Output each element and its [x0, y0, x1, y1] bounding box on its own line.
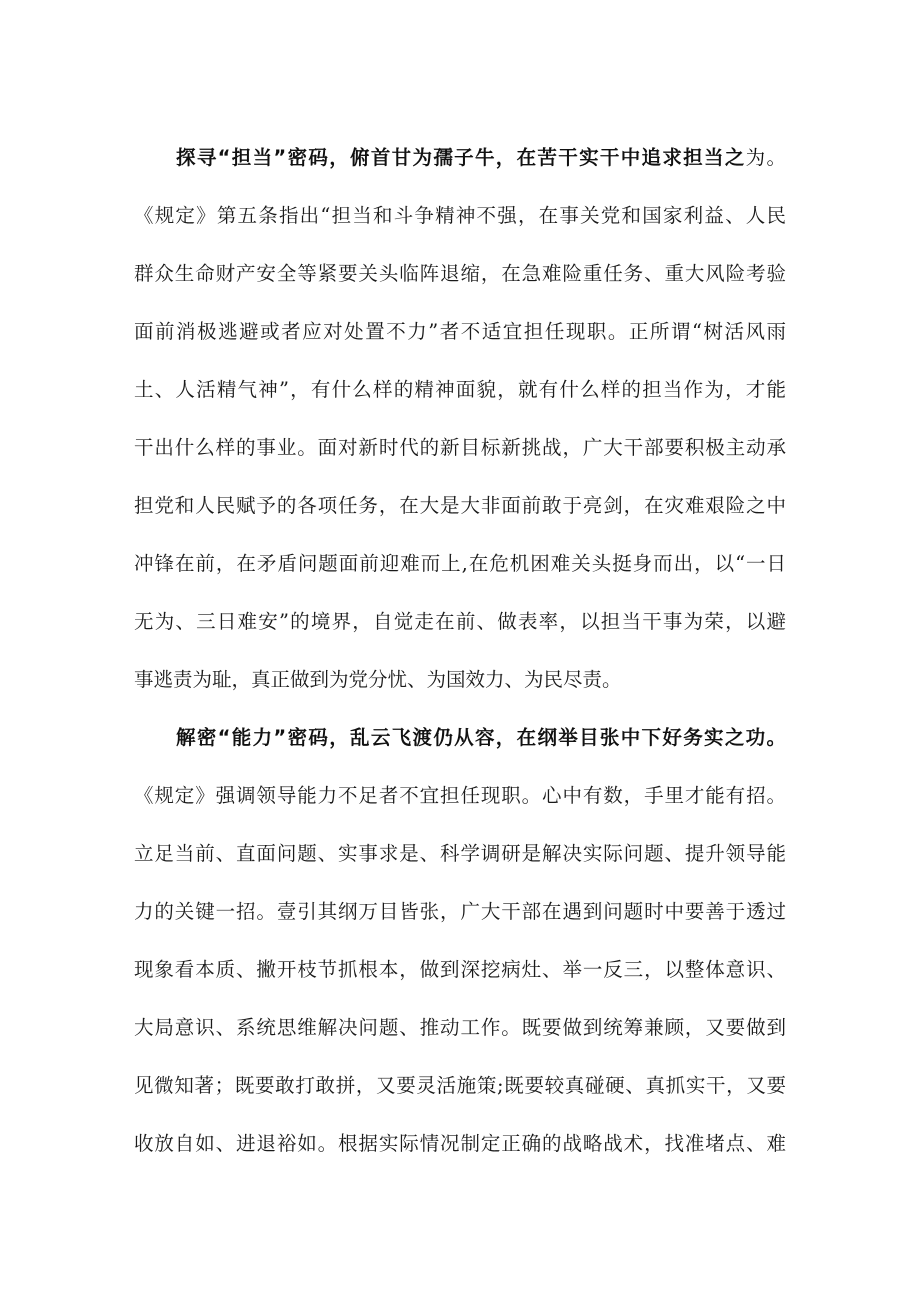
paragraph-line: 面前消极逃避或者应对处置不力”者不适宜担任现职。正所谓“树活风雨: [134, 320, 786, 343]
paragraph-line: 力的关键一招。壹引其纲万目皆张，广大干部在遇到问题时中要善于透过: [134, 900, 786, 923]
paragraph-line: 现象看本质、撇开枝节抓根本，做到深挖病灶、举一反三，以整体意识、: [134, 958, 786, 981]
paragraph-line: 土、人活精气神”，有什么样的精神面貌，就有什么样的担当作为，才能: [134, 378, 786, 401]
paragraph-line: 大局意识、系统思维解决问题、推动工作。既要做到统筹兼顾，又要做到: [134, 1016, 786, 1039]
paragraph-line: 群众生命财产安全等紧要关头临阵退缩，在急难险重任务、重大风险考验: [134, 262, 786, 285]
section-2-heading-bold: 解密“能力”密码，乱云飞渡仍从容，在纲举目张中下好务实之功。: [176, 726, 786, 749]
paragraph-line: 立足当前、直面问题、实事求是、科学调研是解决实际问题、提升领导能: [134, 842, 786, 865]
section-1-paragraph: [134, 196, 786, 718]
section-1-heading-tail: 为。: [745, 146, 786, 169]
section-1-heading-bold: 探寻“担当”密码，俯首甘为孺子牛，在苦干实干中追求担当之: [176, 146, 746, 169]
paragraph-line: 担党和人民赋予的各项任务，在大是大非面前敢于亮剑，在灾难艰险之中: [134, 494, 786, 517]
section-2-paragraph: [134, 776, 786, 1182]
paragraph-line: 《规定》强调领导能力不足者不宜担任现职。心中有数，手里才能有招。: [134, 784, 786, 807]
section-1-heading: [134, 138, 786, 196]
section-2-heading: [134, 718, 786, 776]
paragraph-line: 见微知著；既要敢打敢拼，又要灵活施策;既要较真碰硬、真抓实干，又要: [134, 1074, 786, 1097]
paragraph-line: 《规定》第五条指出“担当和斗争精神不强，在事关党和国家利益、人民: [134, 204, 786, 227]
paragraph-line: 事逃责为耻，真正做到为党分忧、为国效力、为民尽责。: [134, 668, 622, 691]
paragraph-line: 干出什么样的事业。面对新时代的新目标新挑战，广大干部要积极主动承: [134, 436, 786, 459]
paragraph-line: 冲锋在前，在矛盾问题面前迎难而上,在危机困难关头挺身而出，以“一日: [134, 552, 786, 575]
paragraph-line: 无为、三日难安”的境界，自觉走在前、做表率，以担当干事为荣，以避: [134, 610, 786, 633]
paragraph-line: 收放自如、进退裕如。根据实际情况制定正确的战略战术，找准堵点、难: [134, 1132, 786, 1155]
document-body: [134, 138, 786, 1182]
